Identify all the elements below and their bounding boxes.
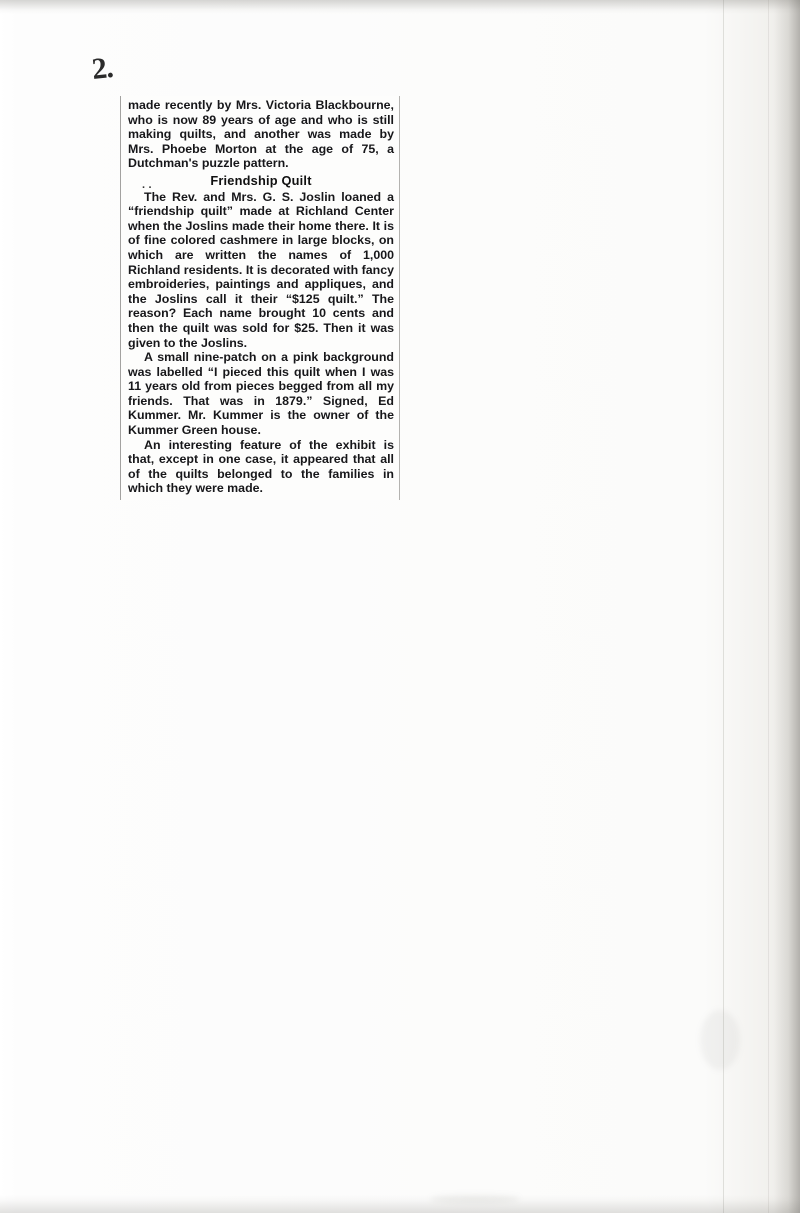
clipping-paragraph: made recently by Mrs. Victoria Blackbourne, who is now 89 years of age and who is still making quilts, and another was made by Mrs. Phoebe Morton at the age of 75, a Dutchman's puzzle pattern. — [128, 98, 394, 171]
clipping-paragraph: A small nine-patch on a pink background was labelled “I pieced this quilt when I was 11 years old from pieces begged from all my friends. That was in 1879.” Signed, Ed Kummer. Mr. Kummer is the owner of the Kummer Green house. — [128, 350, 394, 438]
subheading-text: Friendship Quilt — [210, 172, 312, 188]
scan-edge-bottom — [0, 1195, 800, 1213]
scan-smudge — [430, 1195, 520, 1203]
scan-edge-right — [774, 0, 800, 1213]
scan-smudge — [700, 1010, 740, 1070]
newspaper-clipping — [120, 96, 400, 500]
clipping-paragraph: An interesting feature of the exhibit is that, except in one case, it appeared that all of the quilts belonged to the families in which they were made. — [128, 437, 394, 496]
handwritten-page-number: 2. — [90, 51, 115, 86]
scan-edge-top — [0, 0, 800, 14]
subheading-lead-dots: . . — [142, 178, 152, 191]
clipping-column — [128, 98, 394, 496]
clipping-subheading — [128, 174, 394, 189]
page-fold-line — [768, 0, 769, 1213]
clipping-paragraph: The Rev. and Mrs. G. S. Joslin loaned a “friendship quilt” made at Richland Center when the Joslins made their home there. It is of fine colored cashmere in large blocks, on which are written the names of 1,000 Richland residents. It is decorated with fancy embroideries, paintings and appliques, and the Joslins call it their “$125 quilt.” The reason? Each name brought 10 cents and then the quilt was sold for $25. Then it was given to the Joslins. — [128, 189, 394, 350]
